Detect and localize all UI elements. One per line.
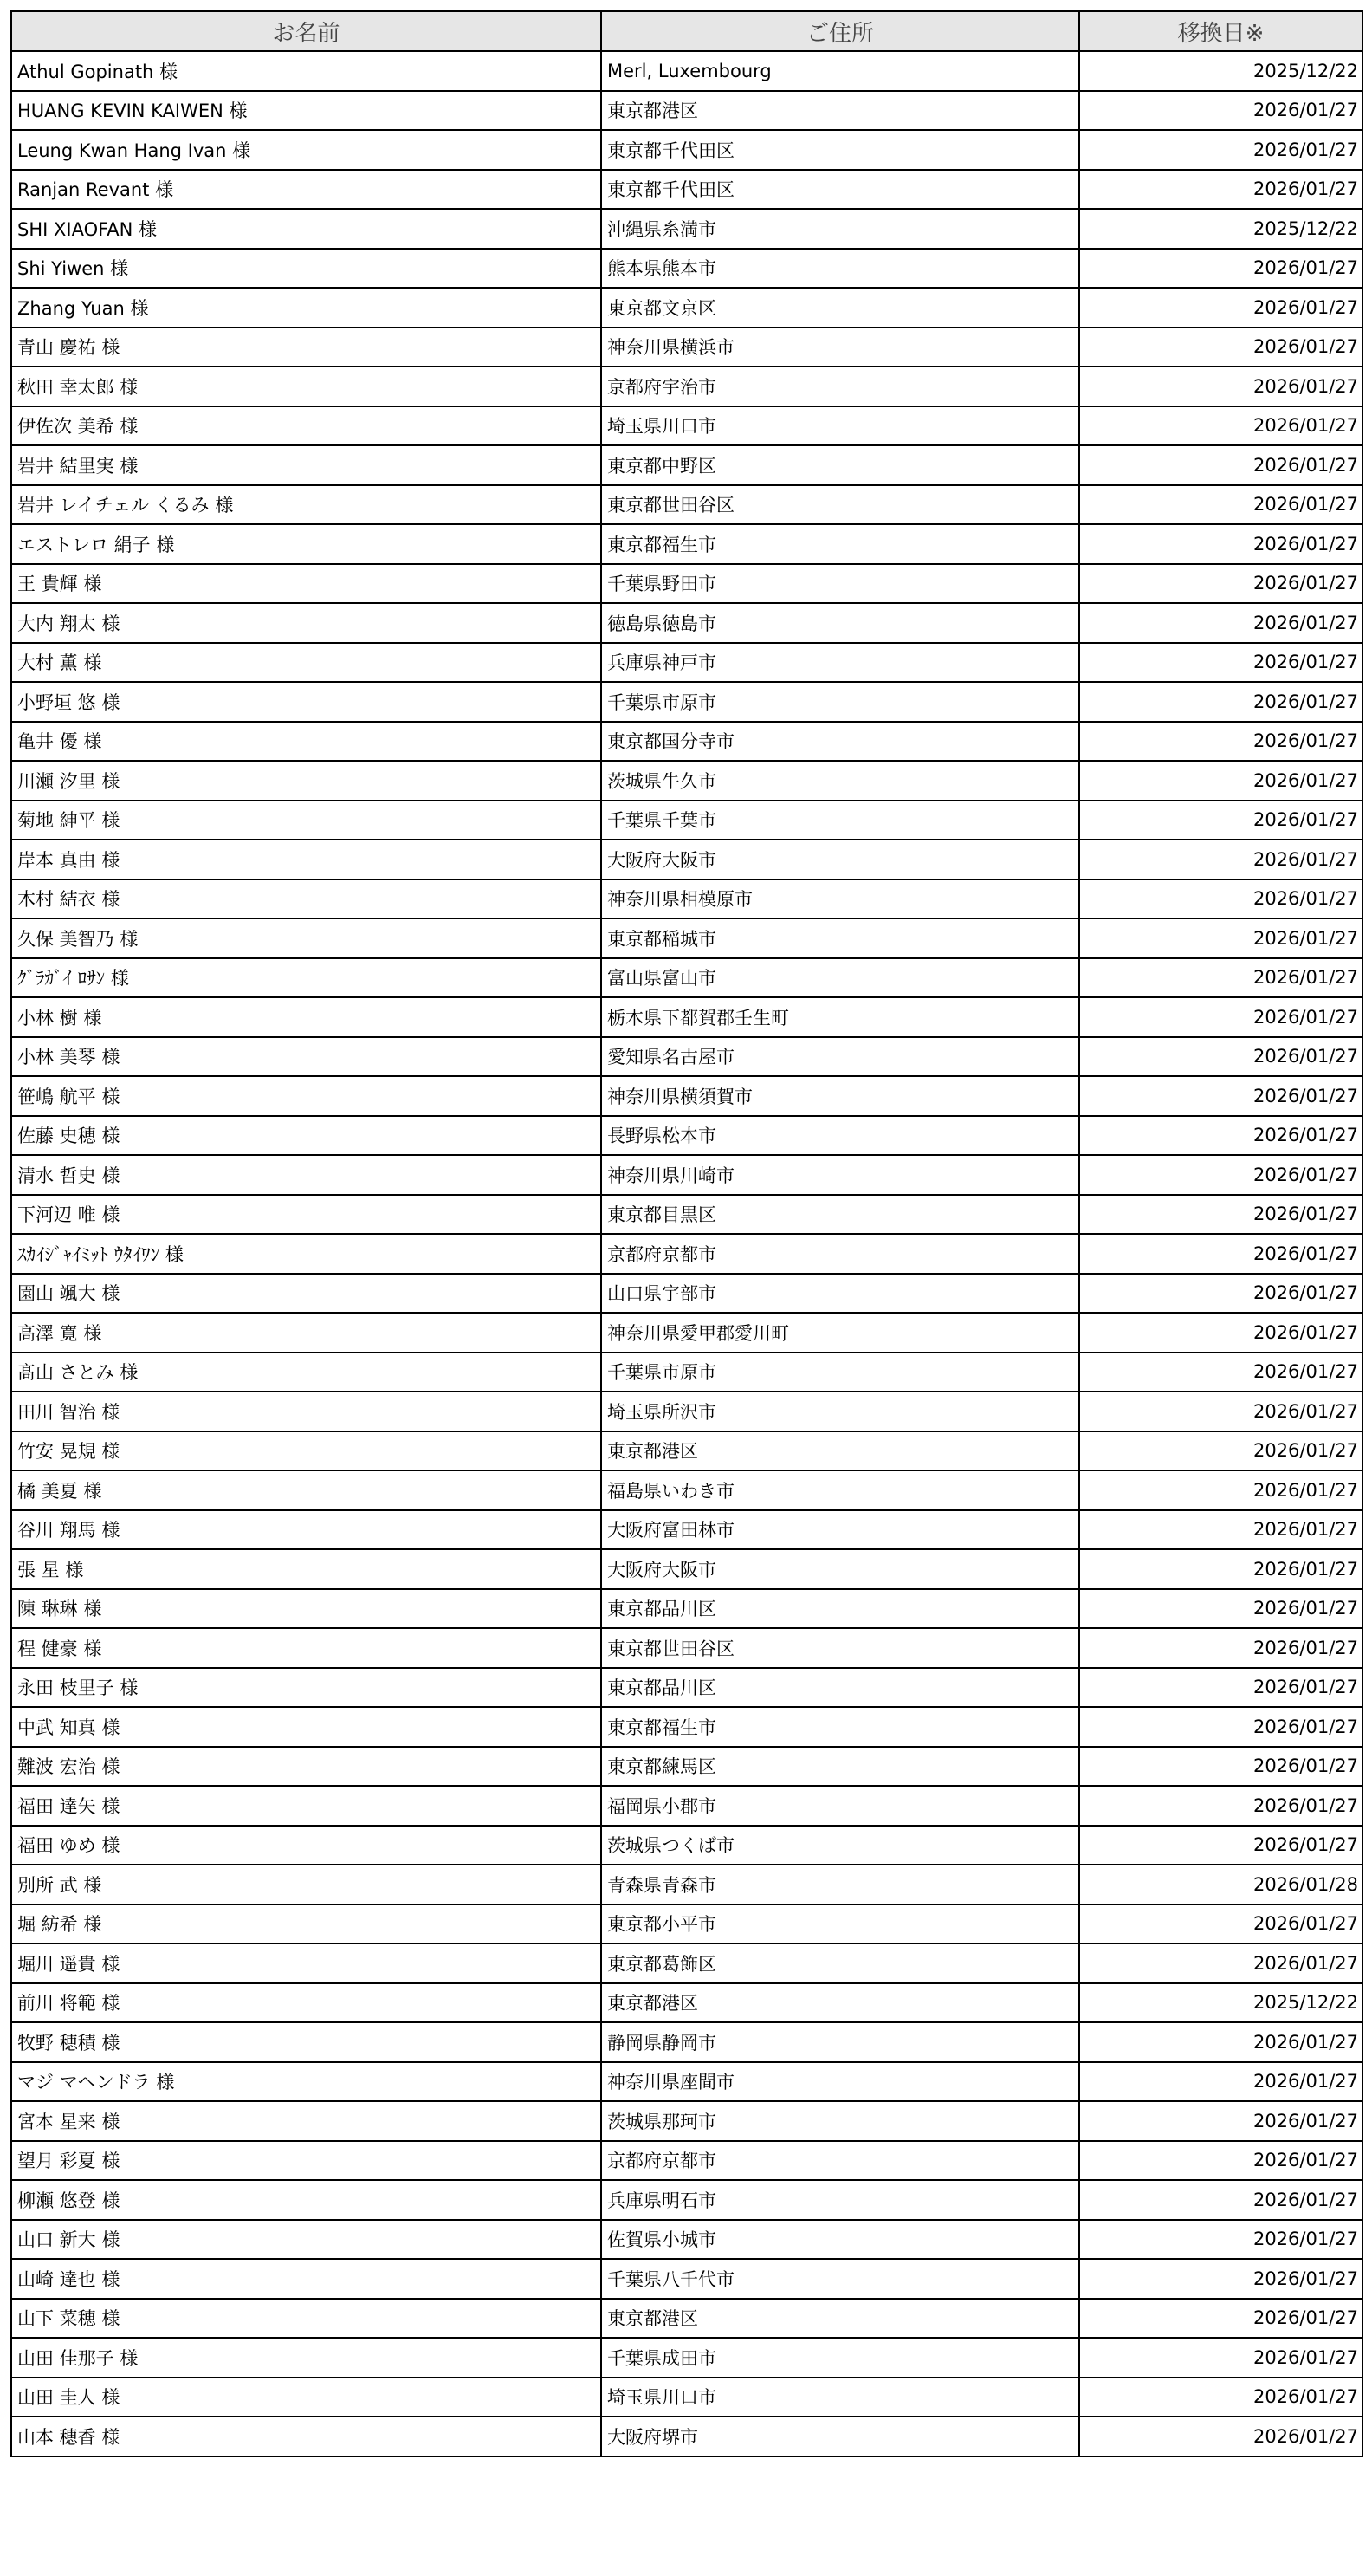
address-cell: 茨城県那珂市 [601, 2101, 1079, 2141]
name-cell: 小林 樹 様 [11, 997, 601, 1037]
address-cell: 千葉県八千代市 [601, 2259, 1079, 2299]
date-cell: 2026/01/27 [1079, 1904, 1362, 1944]
name-cell: 園山 颯大 様 [11, 1274, 601, 1314]
table-row [11, 1470, 1362, 1510]
table-row [11, 2378, 1362, 2417]
table-row [11, 1747, 1362, 1787]
table-row [11, 564, 1362, 604]
table-row [11, 2417, 1362, 2456]
address-cell: 東京都中野区 [601, 445, 1079, 485]
name-cell: 陳 琳琳 様 [11, 1589, 601, 1629]
table-row [11, 367, 1362, 406]
address-cell: 神奈川県川崎市 [601, 1155, 1079, 1195]
name-cell: 髙山 さとみ 様 [11, 1353, 601, 1392]
name-cell: 福田 ゆめ 様 [11, 1826, 601, 1865]
name-cell: 別所 武 様 [11, 1865, 601, 1904]
table-row [11, 722, 1362, 762]
table-row [11, 2220, 1362, 2260]
name-cell: 橘 美夏 様 [11, 1470, 601, 1510]
name-cell: 永田 枝里子 様 [11, 1668, 601, 1708]
address-cell: 埼玉県所沢市 [601, 1392, 1079, 1431]
date-cell: 2026/01/27 [1079, 1668, 1362, 1708]
table-row [11, 91, 1362, 131]
date-cell: 2026/01/27 [1079, 2417, 1362, 2456]
table-row [11, 445, 1362, 485]
name-cell: 岩井 レイチェル くるみ 様 [11, 485, 601, 525]
name-cell: 大内 翔太 様 [11, 603, 601, 643]
table-header [11, 11, 1362, 51]
date-cell: 2026/01/27 [1079, 170, 1362, 210]
date-cell: 2026/01/27 [1079, 879, 1362, 919]
date-cell: 2026/01/27 [1079, 1274, 1362, 1314]
date-cell: 2026/01/27 [1079, 603, 1362, 643]
address-cell: 東京都港区 [601, 91, 1079, 131]
address-cell: 京都府京都市 [601, 1234, 1079, 1274]
address-cell: 大阪府大阪市 [601, 840, 1079, 879]
name-cell: 中武 知真 様 [11, 1707, 601, 1747]
table-row [11, 1116, 1362, 1156]
name-cell: 佐藤 史穂 様 [11, 1116, 601, 1156]
name-cell: 久保 美智乃 様 [11, 918, 601, 958]
date-cell: 2025/12/22 [1079, 1983, 1362, 2023]
date-cell: 2026/01/27 [1079, 2141, 1362, 2181]
address-cell: 福島県いわき市 [601, 1470, 1079, 1510]
name-cell: 下河辺 唯 様 [11, 1195, 601, 1235]
name-cell: 菊地 紳平 様 [11, 801, 601, 840]
name-cell: Leung Kwan Hang Ivan 様 [11, 130, 601, 170]
date-cell: 2026/01/27 [1079, 2101, 1362, 2141]
table-row [11, 879, 1362, 919]
table-row [11, 840, 1362, 879]
date-cell: 2026/01/27 [1079, 1510, 1362, 1550]
address-cell: 富山県富山市 [601, 958, 1079, 998]
name-cell: 清水 哲史 様 [11, 1155, 601, 1195]
table-row [11, 2141, 1362, 2181]
date-cell: 2026/01/27 [1079, 1313, 1362, 1353]
address-cell: 神奈川県愛甲郡愛川町 [601, 1313, 1079, 1353]
date-cell: 2026/01/27 [1079, 1943, 1362, 1983]
date-cell: 2026/01/27 [1079, 918, 1362, 958]
date-cell: 2026/01/27 [1079, 2062, 1362, 2102]
address-cell: 神奈川県横須賀市 [601, 1076, 1079, 1116]
name-cell: 岩井 結里実 様 [11, 445, 601, 485]
address-cell: 東京都港区 [601, 1983, 1079, 2023]
name-cell: ｸﾞﾗｶﾞｲ ﾛｻﾝ 様 [11, 958, 601, 998]
table-row [11, 1707, 1362, 1747]
address-cell: 静岡県静岡市 [601, 2022, 1079, 2062]
date-cell: 2026/01/27 [1079, 2220, 1362, 2260]
table-row [11, 603, 1362, 643]
address-cell: 長野県松本市 [601, 1116, 1079, 1156]
date-cell: 2026/01/27 [1079, 445, 1362, 485]
name-cell: 王 貴輝 様 [11, 564, 601, 604]
date-cell: 2026/01/27 [1079, 643, 1362, 683]
name-cell: 難波 宏治 様 [11, 1747, 601, 1787]
transfer-list-table [10, 10, 1363, 2457]
date-cell: 2026/01/27 [1079, 2378, 1362, 2417]
address-cell: 京都府京都市 [601, 2141, 1079, 2181]
name-cell: 笹嶋 航平 様 [11, 1076, 601, 1116]
name-cell: 小野垣 悠 様 [11, 682, 601, 722]
table-row [11, 958, 1362, 998]
name-cell: 谷川 翔馬 様 [11, 1510, 601, 1550]
column-header-address: ご住所 [601, 11, 1079, 51]
address-cell: 東京都稲城市 [601, 918, 1079, 958]
date-cell: 2026/01/27 [1079, 1549, 1362, 1589]
address-cell: 東京都練馬区 [601, 1747, 1079, 1787]
name-cell: マジ マヘンドラ 様 [11, 2062, 601, 2102]
table-row [11, 328, 1362, 367]
date-cell: 2026/01/27 [1079, 1707, 1362, 1747]
address-cell: 愛知県名古屋市 [601, 1037, 1079, 1077]
date-cell: 2026/01/27 [1079, 2022, 1362, 2062]
address-cell: 茨城県つくば市 [601, 1826, 1079, 1865]
table-row [11, 1510, 1362, 1550]
table-row [11, 918, 1362, 958]
date-cell: 2026/01/27 [1079, 564, 1362, 604]
table-row [11, 209, 1362, 249]
address-cell: 千葉県千葉市 [601, 801, 1079, 840]
address-cell: 東京都港区 [601, 1431, 1079, 1471]
name-cell: Shi Yiwen 様 [11, 249, 601, 289]
table-row [11, 1076, 1362, 1116]
name-cell: 亀井 優 様 [11, 722, 601, 762]
address-cell: 東京都品川区 [601, 1668, 1079, 1708]
date-cell: 2026/01/27 [1079, 1116, 1362, 1156]
address-cell: Merl, Luxembourg [601, 51, 1079, 91]
table-row [11, 1549, 1362, 1589]
address-cell: 東京都目黒区 [601, 1195, 1079, 1235]
address-cell: 沖縄県糸満市 [601, 209, 1079, 249]
date-cell: 2026/01/27 [1079, 2338, 1362, 2378]
name-cell: 川瀬 汐里 様 [11, 761, 601, 801]
name-cell: 竹安 晃規 様 [11, 1431, 601, 1471]
address-cell: 茨城県牛久市 [601, 761, 1079, 801]
name-cell: 堀川 遥貴 様 [11, 1943, 601, 1983]
date-cell: 2026/01/27 [1079, 249, 1362, 289]
name-cell: 前川 将範 様 [11, 1983, 601, 2023]
table-row [11, 1904, 1362, 1944]
name-cell: 堀 紡希 様 [11, 1904, 601, 1944]
date-cell: 2026/01/27 [1079, 2259, 1362, 2299]
date-cell: 2026/01/27 [1079, 328, 1362, 367]
date-cell: 2026/01/27 [1079, 2180, 1362, 2220]
date-cell: 2026/01/28 [1079, 1865, 1362, 1904]
name-cell: 望月 彩夏 様 [11, 2141, 601, 2181]
table-row [11, 1431, 1362, 1471]
date-cell: 2026/01/27 [1079, 1747, 1362, 1787]
table-row [11, 2299, 1362, 2339]
table-row [11, 2062, 1362, 2102]
table-row [11, 997, 1362, 1037]
name-cell: 程 健豪 様 [11, 1628, 601, 1668]
date-cell: 2026/01/27 [1079, 2299, 1362, 2339]
table-row [11, 1628, 1362, 1668]
name-cell: 張 星 様 [11, 1549, 601, 1589]
address-cell: 大阪府堺市 [601, 2417, 1079, 2456]
name-cell: 柳瀬 悠登 様 [11, 2180, 601, 2220]
table-row [11, 249, 1362, 289]
date-cell: 2026/01/27 [1079, 1431, 1362, 1471]
name-cell: 宮本 星来 様 [11, 2101, 601, 2141]
address-cell: 東京都千代田区 [601, 170, 1079, 210]
date-cell: 2026/01/27 [1079, 130, 1362, 170]
table-row [11, 1668, 1362, 1708]
address-cell: 徳島県徳島市 [601, 603, 1079, 643]
table-body [11, 51, 1362, 2456]
column-header-date: 移換日※ [1079, 11, 1362, 51]
date-cell: 2026/01/27 [1079, 406, 1362, 446]
address-cell: 兵庫県神戸市 [601, 643, 1079, 683]
date-cell: 2026/01/27 [1079, 1076, 1362, 1116]
address-cell: 東京都国分寺市 [601, 722, 1079, 762]
date-cell: 2026/01/27 [1079, 1195, 1362, 1235]
table-row [11, 1234, 1362, 1274]
name-cell: Ranjan Revant 様 [11, 170, 601, 210]
date-cell: 2026/01/27 [1079, 958, 1362, 998]
table-row [11, 1195, 1362, 1235]
date-cell: 2026/01/27 [1079, 485, 1362, 525]
name-cell: ｽｶｲｼﾞｬｲﾐｯﾄ ｳﾀｲﾜﾝ 様 [11, 1234, 601, 1274]
address-cell: 大阪府大阪市 [601, 1549, 1079, 1589]
name-cell: 高澤 寛 様 [11, 1313, 601, 1353]
name-cell: 伊佐次 美希 様 [11, 406, 601, 446]
address-cell: 東京都世田谷区 [601, 1628, 1079, 1668]
name-cell: エストレロ 絹子 様 [11, 524, 601, 564]
date-cell: 2026/01/27 [1079, 524, 1362, 564]
address-cell: 東京都品川区 [601, 1589, 1079, 1629]
date-cell: 2026/01/27 [1079, 722, 1362, 762]
name-cell: 山田 佳那子 様 [11, 2338, 601, 2378]
date-cell: 2026/01/27 [1079, 1786, 1362, 1826]
address-cell: 大阪府富田林市 [601, 1510, 1079, 1550]
table-row [11, 130, 1362, 170]
address-cell: 東京都福生市 [601, 1707, 1079, 1747]
date-cell: 2026/01/27 [1079, 1155, 1362, 1195]
name-cell: 木村 結衣 様 [11, 879, 601, 919]
table-row [11, 2101, 1362, 2141]
date-cell: 2026/01/27 [1079, 761, 1362, 801]
address-cell: 東京都葛飾区 [601, 1943, 1079, 1983]
table-row [11, 1353, 1362, 1392]
date-cell: 2025/12/22 [1079, 209, 1362, 249]
address-cell: 山口県宇部市 [601, 1274, 1079, 1314]
table-row [11, 1786, 1362, 1826]
date-cell: 2026/01/27 [1079, 1470, 1362, 1510]
date-cell: 2026/01/27 [1079, 91, 1362, 131]
date-cell: 2026/01/27 [1079, 840, 1362, 879]
date-cell: 2026/01/27 [1079, 1234, 1362, 1274]
date-cell: 2026/01/27 [1079, 1392, 1362, 1431]
name-cell: HUANG KEVIN KAIWEN 様 [11, 91, 601, 131]
name-cell: 田川 智治 様 [11, 1392, 601, 1431]
address-cell: 東京都小平市 [601, 1904, 1079, 1944]
name-cell: 山本 穂香 様 [11, 2417, 601, 2456]
date-cell: 2025/12/22 [1079, 51, 1362, 91]
table-row [11, 1392, 1362, 1431]
name-cell: 秋田 幸太郎 様 [11, 367, 601, 406]
address-cell: 千葉県市原市 [601, 1353, 1079, 1392]
table-row [11, 170, 1362, 210]
date-cell: 2026/01/27 [1079, 801, 1362, 840]
table-row [11, 1037, 1362, 1077]
address-cell: 東京都千代田区 [601, 130, 1079, 170]
table-row [11, 406, 1362, 446]
address-cell: 東京都福生市 [601, 524, 1079, 564]
date-cell: 2026/01/27 [1079, 288, 1362, 328]
table-row [11, 1826, 1362, 1865]
table-row [11, 761, 1362, 801]
address-cell: 神奈川県横浜市 [601, 328, 1079, 367]
address-cell: 千葉県市原市 [601, 682, 1079, 722]
date-cell: 2026/01/27 [1079, 682, 1362, 722]
date-cell: 2026/01/27 [1079, 1037, 1362, 1077]
table-row [11, 1313, 1362, 1353]
date-cell: 2026/01/27 [1079, 1353, 1362, 1392]
column-header-name: お名前 [11, 11, 601, 51]
date-cell: 2026/01/27 [1079, 1628, 1362, 1668]
name-cell: 岸本 真由 様 [11, 840, 601, 879]
table-row [11, 524, 1362, 564]
table-row [11, 682, 1362, 722]
date-cell: 2026/01/27 [1079, 367, 1362, 406]
name-cell: Zhang Yuan 様 [11, 288, 601, 328]
name-cell: 山崎 達也 様 [11, 2259, 601, 2299]
address-cell: 東京都世田谷区 [601, 485, 1079, 525]
name-cell: 山下 菜穂 様 [11, 2299, 601, 2339]
address-cell: 兵庫県明石市 [601, 2180, 1079, 2220]
table-row [11, 51, 1362, 91]
table-row [11, 1983, 1362, 2023]
table-row [11, 2180, 1362, 2220]
table-row [11, 485, 1362, 525]
header-row [11, 11, 1362, 51]
table-row [11, 2259, 1362, 2299]
address-cell: 東京都文京区 [601, 288, 1079, 328]
address-cell: 神奈川県相模原市 [601, 879, 1079, 919]
name-cell: SHI XIAOFAN 様 [11, 209, 601, 249]
name-cell: 山田 圭人 様 [11, 2378, 601, 2417]
table-row [11, 1865, 1362, 1904]
table-row [11, 2022, 1362, 2062]
name-cell: 福田 達矢 様 [11, 1786, 601, 1826]
name-cell: Athul Gopinath 様 [11, 51, 601, 91]
address-cell: 青森県青森市 [601, 1865, 1079, 1904]
address-cell: 栃木県下都賀郡壬生町 [601, 997, 1079, 1037]
address-cell: 埼玉県川口市 [601, 406, 1079, 446]
table-row [11, 2338, 1362, 2378]
address-cell: 佐賀県小城市 [601, 2220, 1079, 2260]
name-cell: 小林 美琴 様 [11, 1037, 601, 1077]
table-row [11, 801, 1362, 840]
table-row [11, 1589, 1362, 1629]
table-row [11, 288, 1362, 328]
address-cell: 福岡県小郡市 [601, 1786, 1079, 1826]
date-cell: 2026/01/27 [1079, 997, 1362, 1037]
address-cell: 埼玉県川口市 [601, 2378, 1079, 2417]
date-cell: 2026/01/27 [1079, 1826, 1362, 1865]
name-cell: 牧野 穂積 様 [11, 2022, 601, 2062]
address-cell: 千葉県成田市 [601, 2338, 1079, 2378]
address-cell: 熊本県熊本市 [601, 249, 1079, 289]
name-cell: 大村 薫 様 [11, 643, 601, 683]
name-cell: 青山 慶祐 様 [11, 328, 601, 367]
table-row [11, 1274, 1362, 1314]
address-cell: 千葉県野田市 [601, 564, 1079, 604]
address-cell: 京都府宇治市 [601, 367, 1079, 406]
table-row [11, 643, 1362, 683]
address-cell: 神奈川県座間市 [601, 2062, 1079, 2102]
address-cell: 東京都港区 [601, 2299, 1079, 2339]
table-row [11, 1943, 1362, 1983]
table-row [11, 1155, 1362, 1195]
name-cell: 山口 新大 様 [11, 2220, 601, 2260]
date-cell: 2026/01/27 [1079, 1589, 1362, 1629]
